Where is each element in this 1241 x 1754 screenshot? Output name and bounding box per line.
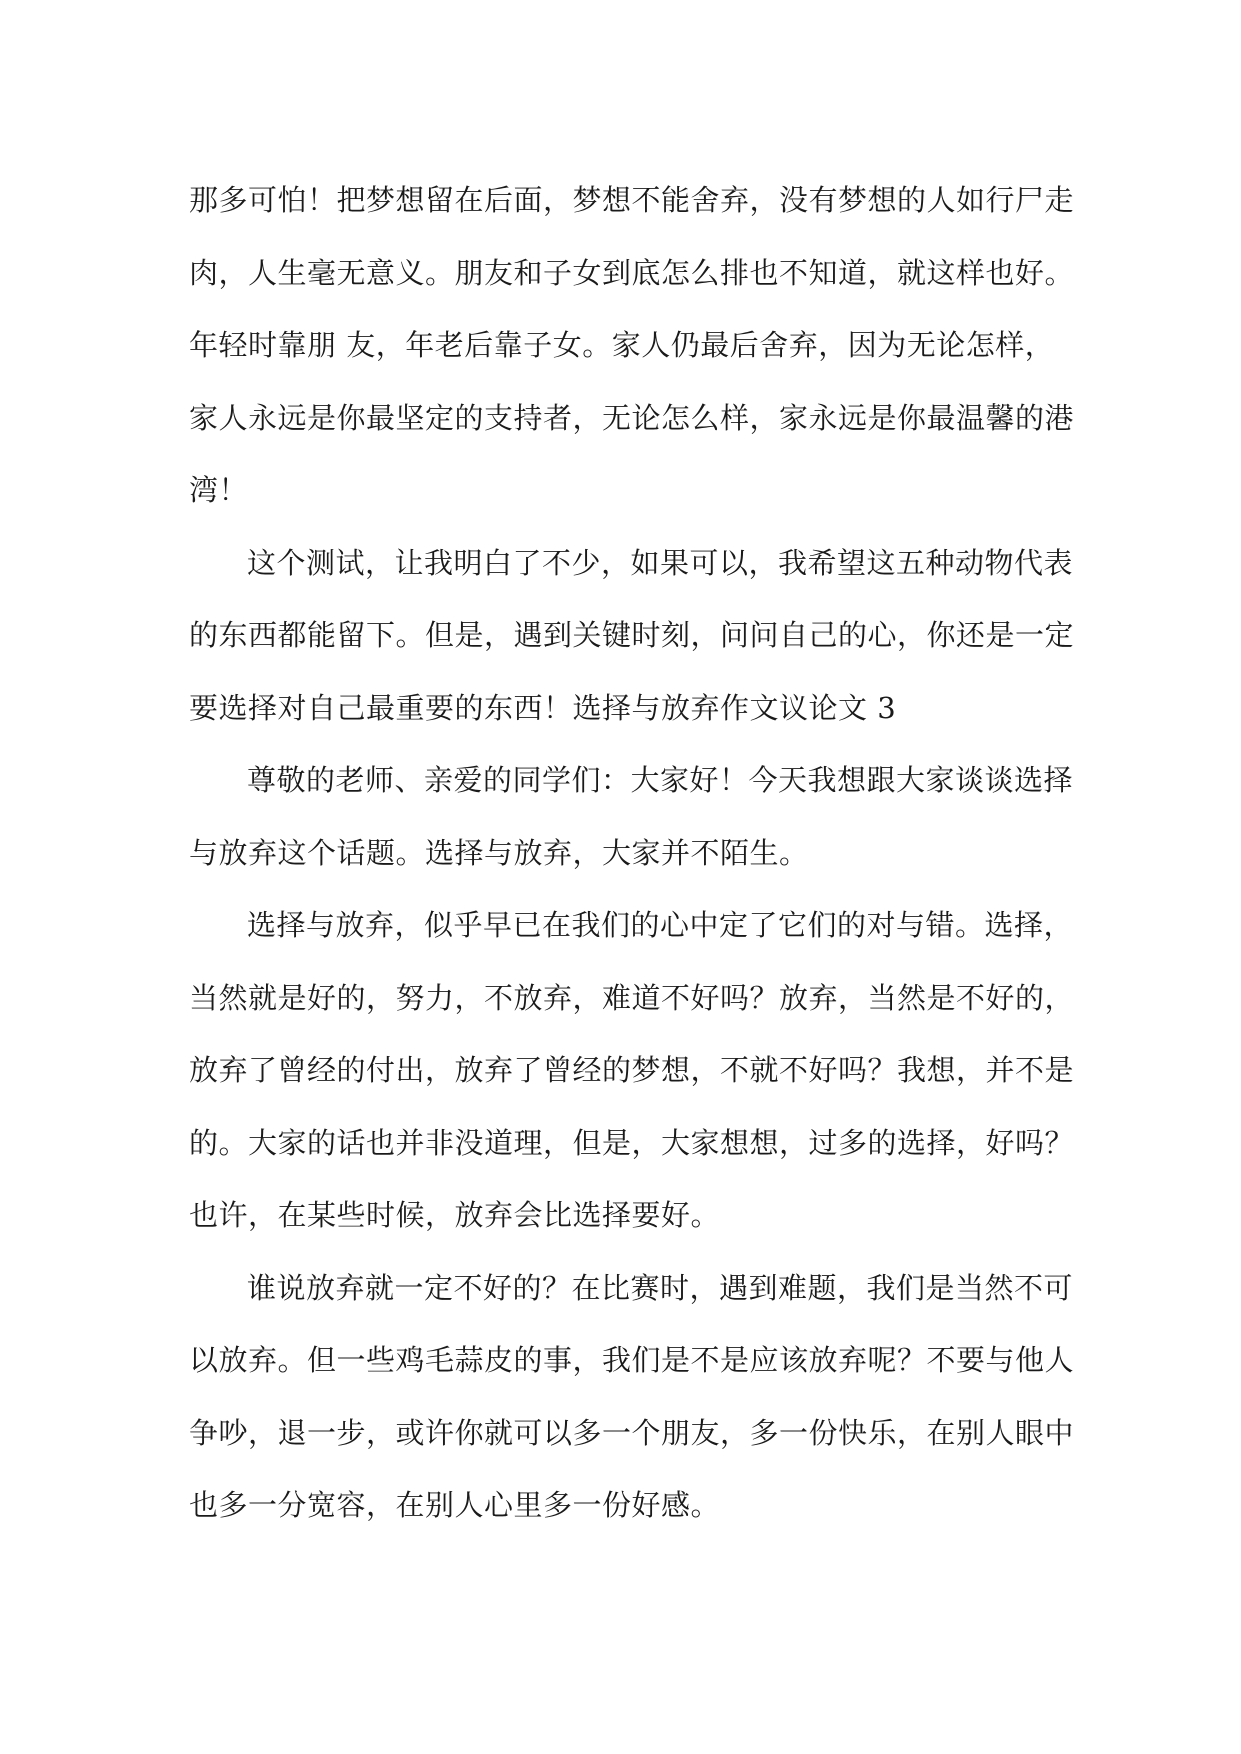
text-line: 当然就是好的，努力，不放弃，难道不好吗？放弃，当然是不好的，: [189, 980, 1075, 1015]
text-line: 湾！: [189, 473, 249, 507]
text-line: 那多可怕！把梦想留在后面，梦想不能舍弃，没有梦想的人如行尸走: [189, 183, 1075, 217]
text-line: 放弃了曾经的付出，放弃了曾经的梦想，不就不好吗？我想，并不是: [189, 1053, 1075, 1087]
text-line: 这个测试，让我明白了不少，如果可以，我希望这五种动物代表: [247, 545, 1074, 580]
text-line: 谁说放弃就一定不好的？在比赛时，遇到难题，我们是当然不可: [247, 1270, 1074, 1305]
text-line: 也多一分宽容，在别人心里多一份好感。: [189, 1488, 721, 1522]
text-line: 尊敬的老师、亲爱的同学们：大家好！今天我想跟大家谈谈选择: [247, 763, 1074, 797]
text-line: 要选择对自己最重要的东西！选择与放弃作文议论文 3: [189, 690, 897, 725]
text-line: 的东西都能留下。但是，遇到关键时刻，问问自己的心，你还是一定: [189, 618, 1075, 652]
text-line: 家人永远是你最坚定的支持者，无论怎么样，家永远是你最温馨的港: [189, 400, 1075, 435]
text-line: 也许，在某些时候，放弃会比选择要好。: [189, 1198, 721, 1232]
text-line: 选择与放弃，似乎早已在我们的心中定了它们的对与错。选择，: [247, 908, 1074, 942]
text-line: 年轻时靠朋 友，年老后靠子女。家人仍最后舍弃，因为无论怎样，: [189, 328, 1055, 362]
text-line: 肉，人生毫无意义。朋友和子女到底怎么排也不知道，就这样也好。: [189, 255, 1075, 290]
text-line: 以放弃。但一些鸡毛蒜皮的事，我们是不是应该放弃呢？不要与他人: [189, 1343, 1075, 1377]
text-line: 争吵，退一步，或许你就可以多一个朋友，多一份快乐，在别人眼中: [189, 1415, 1075, 1450]
body-text: [189, 164, 1075, 1542]
text-line: 的。大家的话也并非没道理，但是，大家想想，过多的选择，好吗？: [189, 1125, 1075, 1160]
text-line: 与放弃这个话题。选择与放弃，大家并不陌生。: [189, 835, 809, 870]
